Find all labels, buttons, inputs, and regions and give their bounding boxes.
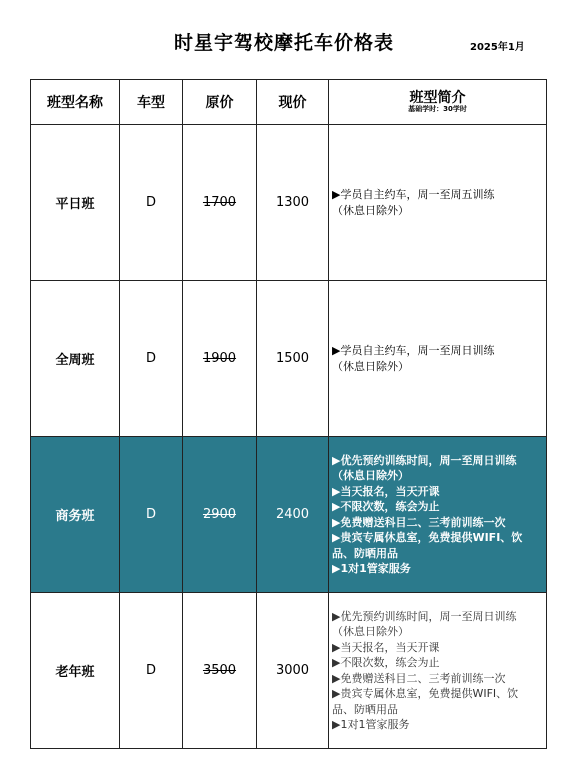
header-intro <box>329 80 547 125</box>
intro-line: ▶免费赠送科目二、三考前训练一次 <box>332 515 506 529</box>
vehicle-type-cell: D <box>120 437 183 593</box>
intro-line: ▶贵宾专属休息室，免费提供WIFI、饮 <box>332 687 519 700</box>
header-original-price: 原价 <box>183 80 257 125</box>
original-price-value: 2900 <box>202 507 237 522</box>
original-price-value: 3500 <box>202 663 237 678</box>
intro-line: ▶学员自主约车，周一至周五训练 <box>332 188 495 201</box>
vehicle-type-cell: D <box>120 125 183 281</box>
intro-line: （休息日除外） <box>332 203 409 217</box>
date-label: 2025年1月 <box>470 42 525 53</box>
original-price-value: 1900 <box>202 351 237 366</box>
header-current-price: 现价 <box>257 80 329 125</box>
original-price-cell <box>183 593 257 749</box>
intro-cell <box>329 281 547 437</box>
intro-line: ▶优先预约训练时间，周一至周日训练 <box>332 453 517 467</box>
intro-cell <box>329 593 547 749</box>
intro-line: ▶当天报名，当天开课 <box>332 484 440 498</box>
table-row-highlighted <box>31 437 547 593</box>
intro-line: ▶学员自主约车，周一至周日训练 <box>332 344 495 357</box>
original-price-value: 1700 <box>202 195 237 210</box>
table-row <box>31 125 547 281</box>
class-name-cell: 全周班 <box>31 281 120 437</box>
class-name-cell: 商务班 <box>31 437 120 593</box>
intro-line: （休息日除外） <box>332 359 409 373</box>
intro-line: （休息日除外） <box>332 469 409 482</box>
intro-line: ▶1对1管家服务 <box>332 562 411 575</box>
current-price-cell: 1300 <box>257 125 329 281</box>
current-price-cell: 1500 <box>257 281 329 437</box>
header-vehicle-type: 车型 <box>120 80 183 125</box>
price-table <box>30 79 547 749</box>
intro-line: ▶1对1管家服务 <box>332 718 410 731</box>
current-price-cell: 3000 <box>257 593 329 749</box>
original-price-cell <box>183 437 257 593</box>
intro-line: ▶优先预约训练时间，周一至周日训练 <box>332 609 517 623</box>
intro-line: ▶不限次数，练会为止 <box>332 656 440 669</box>
intro-line: （休息日除外） <box>332 625 409 638</box>
header-intro-sub: 基础学时：30学时 <box>408 105 467 113</box>
vehicle-type-cell: D <box>120 281 183 437</box>
header-intro-label: 班型简介 <box>409 90 466 106</box>
original-price-cell <box>183 125 257 281</box>
intro-line: 品、防晒用品 <box>332 702 398 716</box>
table-row <box>31 593 547 749</box>
intro-line: ▶当天报名，当天开课 <box>332 640 440 654</box>
table-header-row <box>31 80 547 125</box>
intro-cell <box>329 125 547 281</box>
class-name-cell: 平日班 <box>31 125 120 281</box>
table-row <box>31 281 547 437</box>
page-title: 时星宇驾校摩托车价格表 <box>173 32 394 54</box>
vehicle-type-cell: D <box>120 593 183 749</box>
original-price-cell <box>183 281 257 437</box>
class-name-cell: 老年班 <box>31 593 120 749</box>
intro-cell <box>329 437 547 593</box>
intro-line: ▶免费赠送科目二、三考前训练一次 <box>332 671 506 685</box>
intro-line: ▶不限次数，练会为止 <box>332 500 440 513</box>
intro-line: ▶贵宾专属休息室，免费提供WIFI、饮 <box>332 531 523 544</box>
header-class-name: 班型名称 <box>31 80 120 125</box>
intro-line: 品、防晒用品 <box>332 546 398 560</box>
current-price-cell: 2400 <box>257 437 329 593</box>
